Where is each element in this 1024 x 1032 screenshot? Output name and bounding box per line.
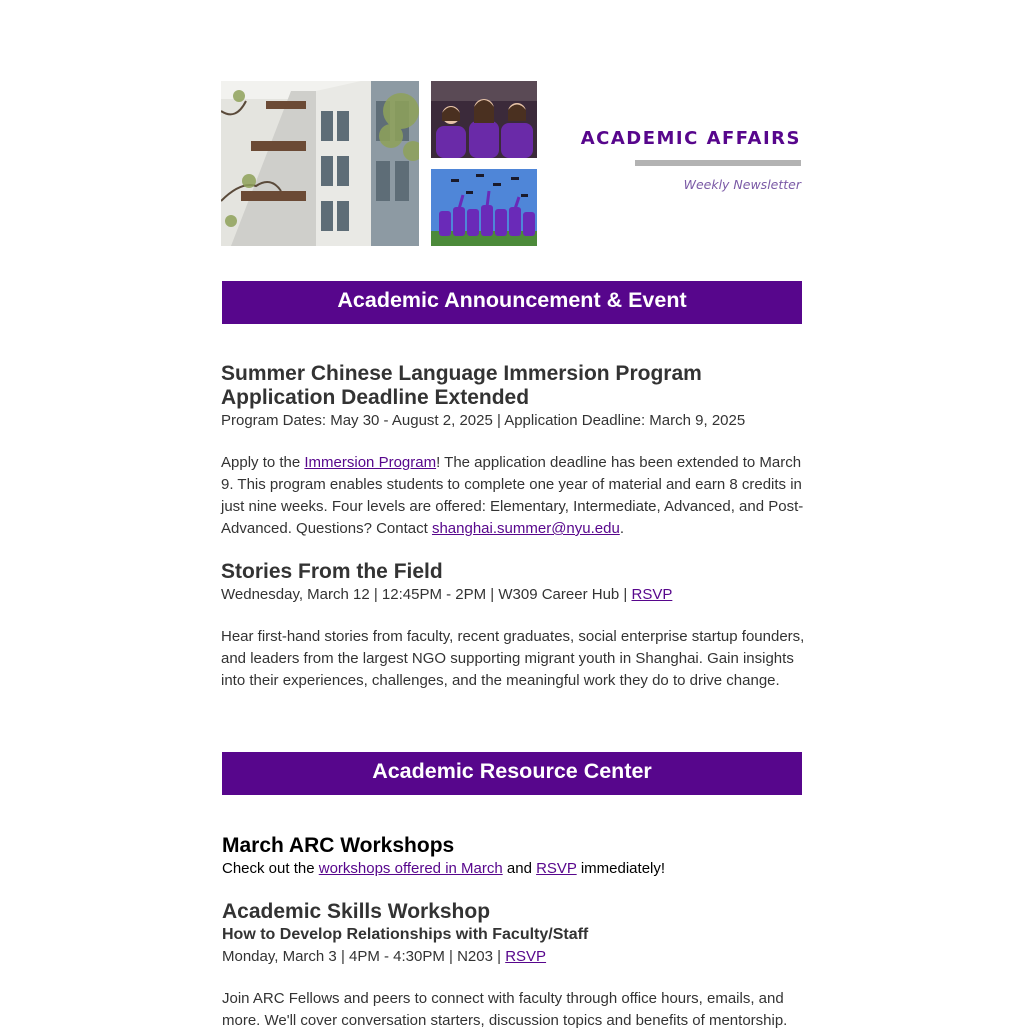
title-divider [635,160,801,166]
event-description [221,452,807,540]
newsletter-subtitle: Weekly Newsletter [683,177,801,192]
meta-text: Wednesday, March 12 | 12:45PM - 2PM | W309 Career Hub | [221,586,632,603]
event-description: Hear first-hand stories from faculty, recent graduates, social enterprise startup founders, and leaders from the largest NGO supporting migrant youth in Shanghai. Gain insights into their experiences, challenges, and the meaningful work they do to drive change. [221,628,805,689]
workshop-description: Join ARC Fellows and peers to connect with faculty through office hours, emails, and more. We'll cover conversation starters, discussion topics and benefits of mentorship. [222,990,788,1029]
newsletter-banner [221,81,803,246]
event-title: Summer Chinese Language Immersion Program Application Deadline Extended [221,362,702,409]
workshops-text [222,858,808,880]
workshops-text-part: and [502,860,537,877]
description-text: Apply to the [221,454,305,471]
event-immersion-program [221,362,807,540]
students-photo [431,81,537,158]
contact-email-link[interactable]: shanghai.summer@nyu.edu [431,520,620,537]
arc-workshops [222,834,808,880]
building-photo [221,81,419,246]
workshops-text-part: immediately! [576,860,666,877]
workshops-rsvp-link[interactable]: RSVP [536,860,577,877]
event-meta: Program Dates: May 30 - August 2, 2025 | Application Deadline: March 9, 2025 [221,412,746,429]
event-stories-from-the-field [221,560,807,692]
immersion-program-link[interactable]: Immersion Program [304,454,437,471]
rsvp-link[interactable]: RSVP [631,586,673,603]
workshops-title: March ARC Workshops [222,834,455,857]
academic-skills-workshop [222,900,808,1032]
workshops-text-part: Check out the [222,860,319,877]
workshop-rsvp-link[interactable]: RSVP [505,948,547,965]
description-text: ! The application deadline has been extended to March 9. This program enables students to complete one year of material and earn 8 credits in just nine weeks. Four levels are offered: Elementary, Intermediate, Advanced, and Post-Advanced. Questions? Contact [221,454,804,537]
newsletter-title: ACADEMIC AFFAIRS [580,128,801,149]
workshop-subtitle: How to Develop Relationships with Faculty/Staff [222,926,589,943]
section-header-announcements: Academic Announcement & Event [222,281,802,324]
event-meta [221,584,807,606]
event-title: Stories From the Field [221,560,443,583]
description-text: . [619,520,624,537]
workshop-title: Academic Skills Workshop [222,900,491,923]
section-header-resource-center: Academic Resource Center [222,752,802,795]
meta-text: Monday, March 3 | 4PM - 4:30PM | N203 | [222,948,506,965]
graduation-photo [431,169,537,246]
workshop-meta [222,946,808,968]
march-workshops-link[interactable]: workshops offered in March [318,860,503,877]
